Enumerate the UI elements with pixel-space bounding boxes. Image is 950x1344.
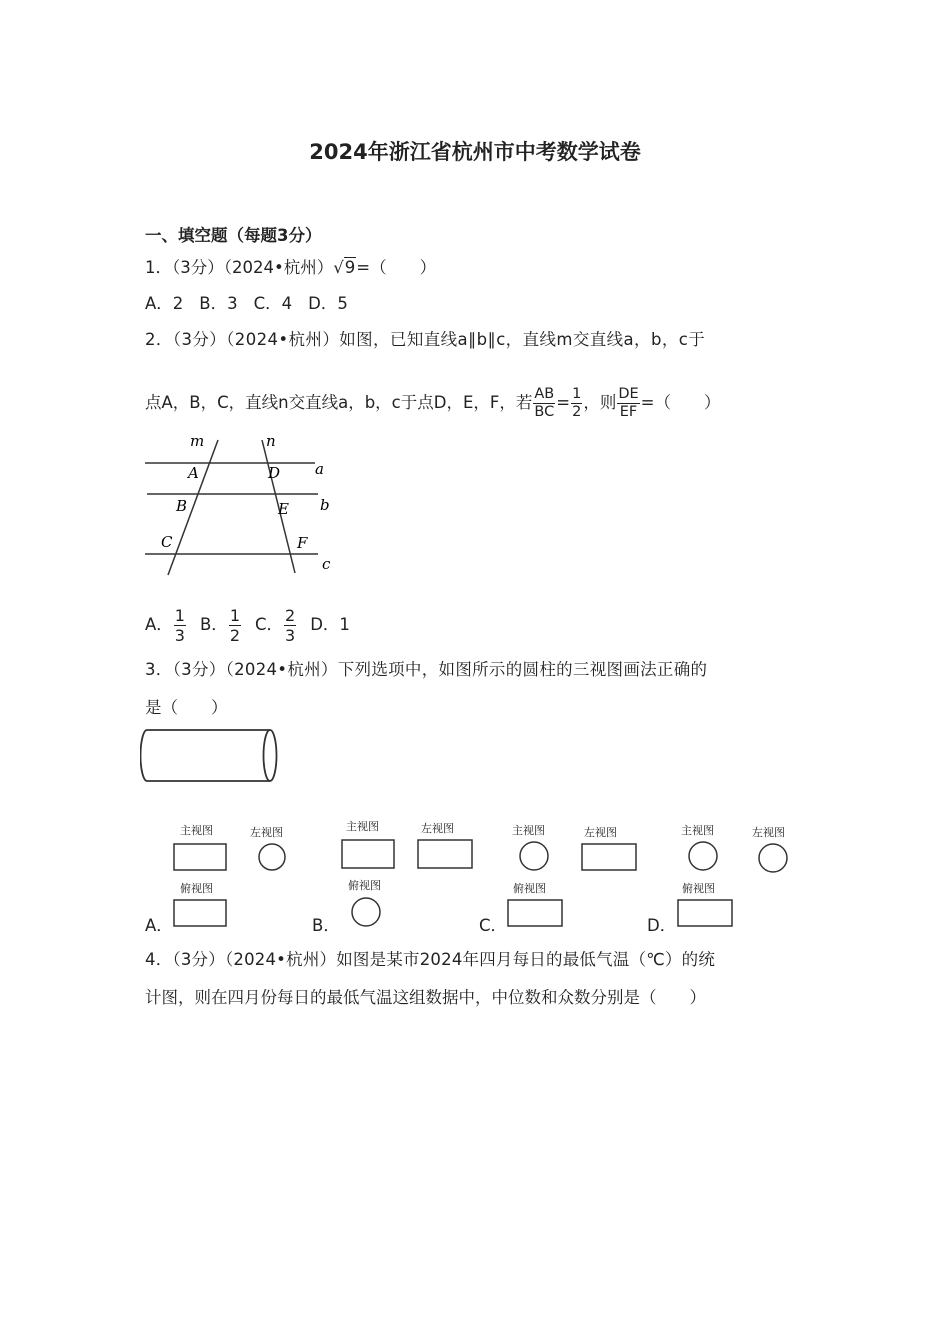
q2-option-a-frac <box>174 606 186 645</box>
q2-option-b-num: 1 <box>229 606 240 625</box>
q2-option-a-den: 3 <box>174 626 185 645</box>
question-2-line2 <box>145 386 720 421</box>
b-top-circle <box>352 898 380 926</box>
q2-option-c-den: 3 <box>285 626 296 645</box>
label-D: D <box>268 464 281 482</box>
q2-option-c-num: 2 <box>285 606 296 625</box>
label-c: c <box>322 555 331 573</box>
b-left-label: 左视图 <box>421 822 454 835</box>
q1-suffix: =（ ） <box>356 258 437 277</box>
label-a: a <box>315 460 324 478</box>
c-front-label: 主视图 <box>512 824 545 837</box>
q3-option-c-label: C． <box>479 916 508 935</box>
a-left-label: 左视图 <box>250 826 283 839</box>
q2-option-b-frac <box>229 606 241 645</box>
q2-option-b-den: 2 <box>229 626 240 645</box>
q2-frac2-den: 2 <box>572 404 582 420</box>
c-front-circle <box>520 842 548 870</box>
a-top-rect <box>174 900 226 926</box>
page-title: 2024年浙江省杭州市中考数学试卷 <box>309 140 641 164</box>
question-3-line1: 3．（3分）（2024•杭州）下列选项中，如图所示的圆柱的三视图画法正确的 <box>145 660 708 679</box>
q3-option-c-views[interactable] <box>503 818 643 930</box>
question-2-line1: 2．（3分）（2024•杭州）如图，已知直线a∥b∥c，直线m交直线a，b，c于 <box>145 330 706 349</box>
label-F: F <box>297 534 308 552</box>
label-E: E <box>278 500 289 518</box>
b-front-rect <box>342 840 394 868</box>
q2-end: =（ ） <box>640 393 721 412</box>
b-front-label: 主视图 <box>346 820 379 833</box>
q2-mid: ，则 <box>583 393 617 412</box>
q3-option-a-views[interactable] <box>170 818 295 930</box>
q1-options <box>145 292 348 316</box>
q2-fraction-ab-bc <box>533 386 555 421</box>
q2-frac1-num: AB <box>534 386 555 402</box>
q2-frac2-num: 1 <box>572 386 582 402</box>
q2-options <box>145 606 350 645</box>
question-3-line2: 是（ ） <box>145 698 228 717</box>
q2-text-a: 点A，B，C，直线n交直线a，b，c于点D，E，F，若 <box>145 393 533 412</box>
q3-option-d-views[interactable] <box>672 818 812 930</box>
c-top-label: 俯视图 <box>513 882 546 895</box>
q1-option-a: A．2 <box>145 294 184 313</box>
section-heading: 一、填空题（每题3分） <box>145 226 322 245</box>
d-front-label: 主视图 <box>681 824 714 837</box>
q3-option-a-label: A． <box>145 916 173 935</box>
q2-eq: = <box>556 393 571 412</box>
cylinder-figure <box>140 726 285 786</box>
c-left-rect <box>582 844 636 870</box>
d-left-label: 左视图 <box>752 826 785 839</box>
c-top-rect <box>508 900 562 926</box>
q2-frac3-den: EF <box>619 404 638 420</box>
q2-option-a-num: 1 <box>174 606 185 625</box>
c-left-label: 左视图 <box>584 826 617 839</box>
q2-frac3-num: DE <box>618 386 639 402</box>
q1-option-c: C．4 <box>253 294 293 313</box>
d-top-label: 俯视图 <box>682 882 715 895</box>
d-left-circle <box>759 844 787 872</box>
q2-option-c-label: C． <box>255 615 284 634</box>
a-left-circle <box>259 844 285 870</box>
label-A: A <box>188 464 199 482</box>
b-top-label: 俯视图 <box>348 879 381 892</box>
d-top-rect <box>678 900 732 926</box>
label-B: B <box>176 497 188 515</box>
q2-fraction-half <box>571 386 582 421</box>
parallel-lines-figure <box>140 430 340 580</box>
q2-option-a-label: A． <box>145 615 173 634</box>
q1-option-d: D．5 <box>308 294 348 313</box>
q3-option-d-label: D． <box>647 916 677 935</box>
q1-radicand: 9 <box>344 258 356 277</box>
q3-option-b-label: B． <box>312 916 340 935</box>
q2-option-b-label: B． <box>199 615 228 634</box>
a-top-label: 俯视图 <box>180 882 213 895</box>
question-4-line2: 计图，则在四月份每日的最低气温这组数据中，中位数和众数分别是（ ） <box>145 988 706 1007</box>
d-front-circle <box>689 842 717 870</box>
q2-option-c-frac <box>284 606 296 645</box>
q2-fraction-de-ef <box>617 386 639 421</box>
q1-option-b: B．3 <box>199 294 238 313</box>
question-4-line1: 4．（3分）（2024•杭州）如图是某市2024年四月每日的最低气温（℃）的统 <box>145 950 716 969</box>
q2-frac1-den: BC <box>534 404 555 420</box>
label-b: b <box>320 496 330 514</box>
question-1 <box>145 256 436 280</box>
q1-prefix: 1．（3分）（2024•杭州） <box>145 258 334 277</box>
q2-option-d: D．1 <box>310 615 350 634</box>
q3-option-b-views[interactable] <box>338 814 478 930</box>
b-left-rect <box>418 840 472 868</box>
q1-sqrt: √9 <box>333 258 356 277</box>
a-front-rect <box>174 844 226 870</box>
label-C: C <box>161 533 173 551</box>
a-front-label: 主视图 <box>180 824 213 837</box>
label-m: m <box>190 432 205 450</box>
label-n: n <box>266 432 276 450</box>
